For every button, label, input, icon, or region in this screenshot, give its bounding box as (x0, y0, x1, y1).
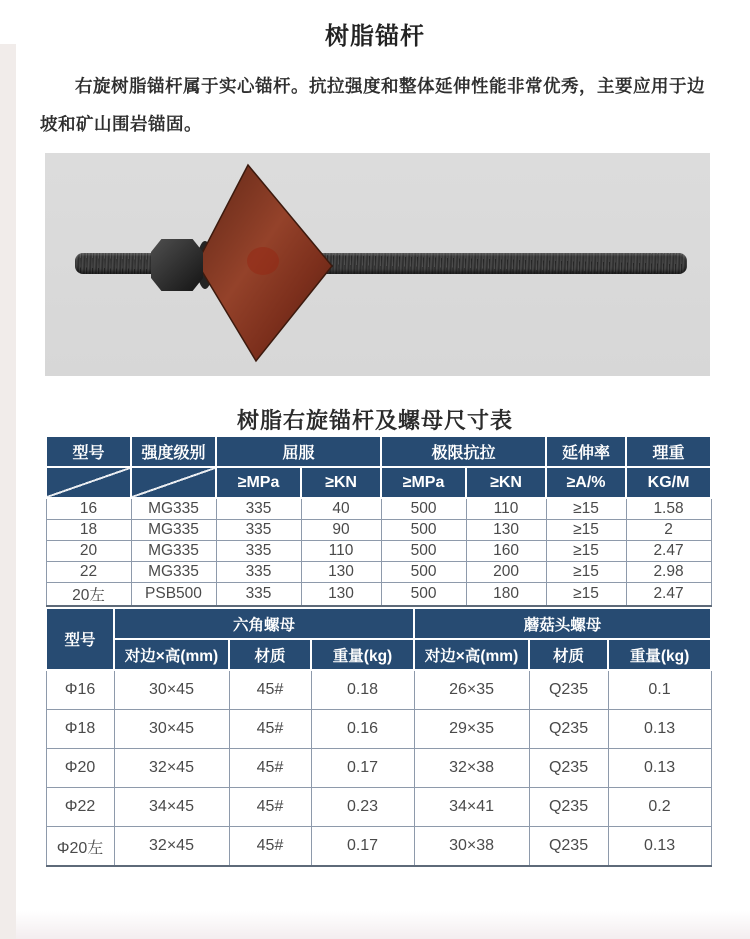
col-subheader: 对边×高(mm) (414, 639, 529, 670)
cell: 335 (216, 520, 301, 541)
nut-spec-table (45, 607, 712, 867)
cell: 110 (466, 498, 546, 520)
cell: 0.18 (311, 670, 414, 710)
cell: MG335 (131, 541, 216, 562)
page-title: 树脂锚杆 (325, 23, 425, 50)
cell: Φ18 (46, 710, 114, 749)
table-row (46, 827, 711, 867)
cell: 34×41 (414, 788, 529, 827)
cell: 110 (301, 541, 381, 562)
col-header: 型号 (46, 608, 114, 670)
cell: Q235 (529, 710, 608, 749)
cell: 20左 (46, 583, 131, 607)
cell: 30×45 (114, 710, 229, 749)
col-subheader: ≥MPa (216, 467, 301, 498)
rod-spec-table (45, 435, 712, 607)
cell: ≥15 (546, 520, 626, 541)
product-photo (45, 153, 710, 376)
col-subheader: ≥KN (301, 467, 381, 498)
cell: Φ16 (46, 670, 114, 710)
group-header-mushroom-nut: 蘑菇头螺母 (414, 608, 711, 639)
cell: 45# (229, 670, 311, 710)
cell: 335 (216, 583, 301, 607)
group-header-hex-nut: 六角螺母 (114, 608, 414, 639)
cell: ≥15 (546, 583, 626, 607)
cell: 0.13 (608, 827, 711, 867)
cell: 130 (301, 583, 381, 607)
cell: 180 (466, 583, 546, 607)
cell: 45# (229, 827, 311, 867)
rod-table-header-row1 (46, 436, 711, 467)
bottom-margin-strip (16, 911, 750, 939)
col-header: 强度级别 (131, 436, 216, 467)
col-header: 屈服 (216, 436, 381, 467)
table-row (46, 710, 711, 749)
cell: MG335 (131, 562, 216, 583)
cell: 16 (46, 498, 131, 520)
col-subheader: ≥A/% (546, 467, 626, 498)
cell: 0.17 (311, 827, 414, 867)
cell: 0.2 (608, 788, 711, 827)
section-title: 树脂右旋锚杆及螺母尺寸表 (236, 408, 513, 433)
cell: 90 (301, 520, 381, 541)
cell: Φ20 (46, 749, 114, 788)
intro-paragraph: 右旋树脂锚杆属于实心锚杆。抗拉强度和整体延伸性能非常优秀，主要应用于边坡和矿山围岩锚固。 (40, 76, 705, 134)
col-header: 延伸率 (546, 436, 626, 467)
cell: ≥15 (546, 498, 626, 520)
col-subheader: ≥KN (466, 467, 546, 498)
nut-table-header-row2 (46, 639, 711, 670)
col-subheader: 重量(kg) (311, 639, 414, 670)
cell: 2.47 (626, 583, 711, 607)
cell: 26×35 (414, 670, 529, 710)
cell: 32×45 (114, 749, 229, 788)
cell: ≥15 (546, 562, 626, 583)
left-margin-strip (0, 44, 16, 939)
cell: PSB500 (131, 583, 216, 607)
table-row (46, 670, 711, 710)
col-subheader: 重量(kg) (608, 639, 711, 670)
cell: Q235 (529, 788, 608, 827)
cell: MG335 (131, 520, 216, 541)
cell: 45# (229, 710, 311, 749)
cell: 0.13 (608, 749, 711, 788)
cell: 40 (301, 498, 381, 520)
cell: 2.47 (626, 541, 711, 562)
cell: 0.17 (311, 749, 414, 788)
cell: 335 (216, 562, 301, 583)
cell: 32×38 (414, 749, 529, 788)
col-header: 型号 (46, 436, 131, 467)
cell: 500 (381, 583, 466, 607)
col-header: 极限抗拉 (381, 436, 546, 467)
cell: ≥15 (546, 541, 626, 562)
cell: Q235 (529, 670, 608, 710)
cell: 2.98 (626, 562, 711, 583)
table-row (46, 583, 711, 607)
cell: 500 (381, 520, 466, 541)
cell: 200 (466, 562, 546, 583)
cell: 22 (46, 562, 131, 583)
cell: 2 (626, 520, 711, 541)
cell: 500 (381, 562, 466, 583)
cell: 130 (301, 562, 381, 583)
cell: 30×45 (114, 670, 229, 710)
butterfly-plate (185, 161, 345, 369)
cell: 335 (216, 498, 301, 520)
rod-table-header-row2 (46, 467, 711, 498)
cell: 500 (381, 498, 466, 520)
cell: 30×38 (414, 827, 529, 867)
table-row (46, 541, 711, 562)
table-row (46, 520, 711, 541)
cell: 0.16 (311, 710, 414, 749)
cell: 335 (216, 541, 301, 562)
table-row (46, 749, 711, 788)
hex-nut (151, 239, 203, 291)
cell: 1.58 (626, 498, 711, 520)
col-subheader: ≥MPa (381, 467, 466, 498)
col-subheader: 材质 (229, 639, 311, 670)
cell: Φ22 (46, 788, 114, 827)
cell: 20 (46, 541, 131, 562)
cell: Φ20左 (46, 827, 114, 867)
cell: Q235 (529, 827, 608, 867)
cell: 34×45 (114, 788, 229, 827)
nut-table-header-row1 (46, 608, 711, 639)
col-subheader: KG/M (626, 467, 711, 498)
cell: 0.23 (311, 788, 414, 827)
cell: 500 (381, 541, 466, 562)
cell: 45# (229, 788, 311, 827)
col-subheader: 材质 (529, 639, 608, 670)
cell: MG335 (131, 498, 216, 520)
cell: 32×45 (114, 827, 229, 867)
col-header: 理重 (626, 436, 711, 467)
cell: 160 (466, 541, 546, 562)
cell: 130 (466, 520, 546, 541)
cell: 18 (46, 520, 131, 541)
diagonal-slash-cell (131, 467, 216, 498)
table-row (46, 788, 711, 827)
cell: Q235 (529, 749, 608, 788)
col-subheader: 对边×高(mm) (114, 639, 229, 670)
diagonal-slash-cell (46, 467, 131, 498)
table-row (46, 562, 711, 583)
cell: 0.1 (608, 670, 711, 710)
cell: 0.13 (608, 710, 711, 749)
cell: 29×35 (414, 710, 529, 749)
table-row (46, 498, 711, 520)
cell: 45# (229, 749, 311, 788)
